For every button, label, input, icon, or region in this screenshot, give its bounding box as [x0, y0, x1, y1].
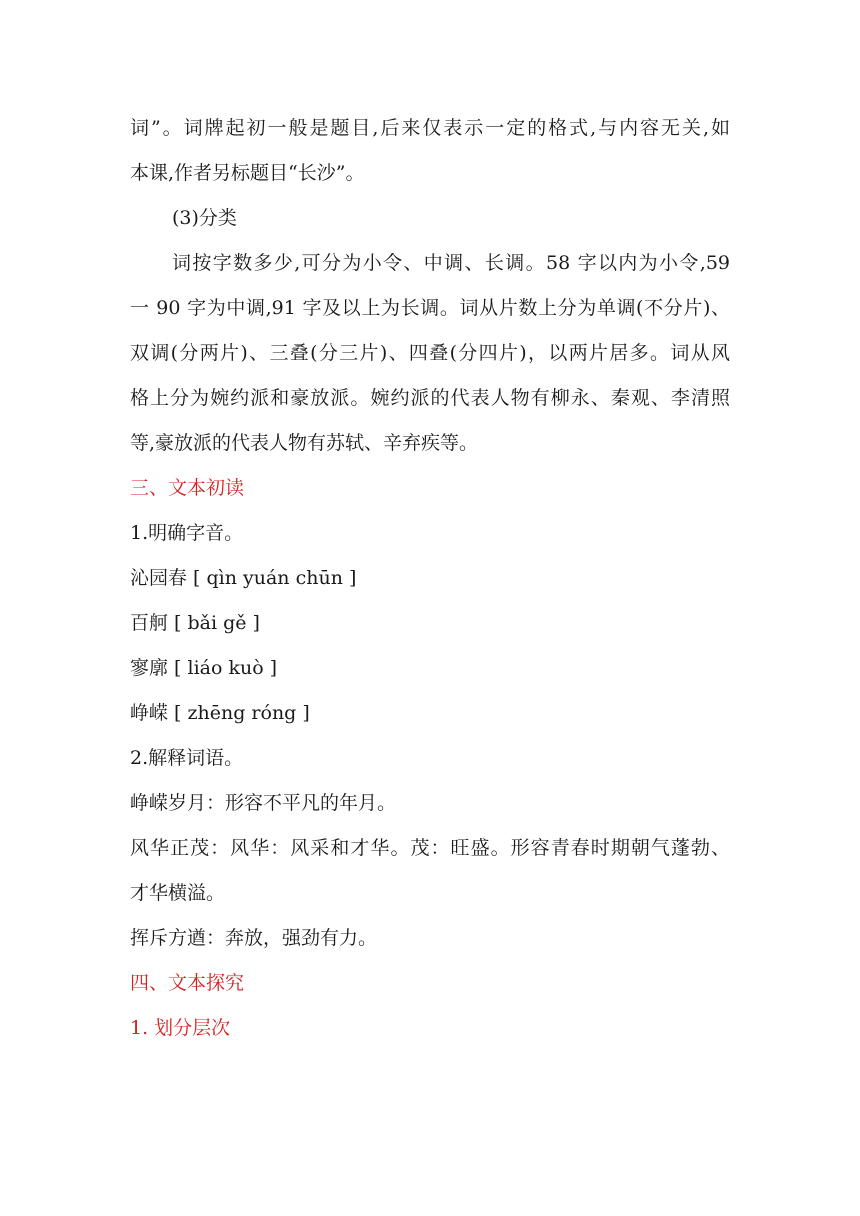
classification-line-3: 双调(分两片)、三叠(分三片)、四叠(分四片)，以两片居多。词从风	[130, 342, 730, 364]
section-3-sub-1: 1.明确字音。	[130, 522, 244, 544]
definition-2-line-1: 风华正茂：风华：风采和才华。茂：旺盛。形容青春时期朝气蓬勃、	[130, 837, 730, 859]
pinyin-entry: 沁园春 [ qìn yuán chūn ]	[130, 567, 357, 589]
definition-1: 峥嵘岁月：形容不平凡的年月。	[130, 792, 397, 814]
classification-line-5: 等,豪放派的代表人物有苏轼、辛弃疾等。	[130, 432, 479, 454]
pinyin-entry: 百舸 [ bǎi gě ]	[130, 612, 260, 634]
classification-line-4: 格上分为婉约派和豪放派。婉约派的代表人物有柳永、秦观、李清照	[130, 387, 730, 409]
section-3-heading: 三、文本初读	[130, 477, 245, 499]
definition-2-line-2: 才华横溢。	[130, 882, 226, 904]
pinyin-entry: 寥廓 [ liáo kuò ]	[130, 657, 278, 679]
section-3-sub-2: 2.解释词语。	[130, 747, 244, 769]
classification-heading: (3)分类	[172, 207, 237, 229]
pinyin-entry: 峥嵘 [ zhēng róng ]	[130, 702, 310, 724]
intro-line-2: 本课,作者另标题目“长沙”。	[130, 162, 365, 184]
intro-line-1: 词”。词牌起初一般是题目,后来仅表示一定的格式,与内容无关,如	[130, 117, 730, 139]
classification-line-2: 一 90 字为中调,91 字及以上为长调。词从片数上分为单调(不分片)、	[130, 297, 730, 319]
section-4-sub-1: 1. 划分层次	[130, 1017, 231, 1039]
section-4-heading: 四、文本探究	[130, 972, 245, 994]
definition-3: 挥斥方遒：奔放，强劲有力。	[130, 927, 378, 949]
classification-line-1: 词按字数多少,可分为小令、中调、长调。58 字以内为小令,59	[172, 252, 730, 274]
